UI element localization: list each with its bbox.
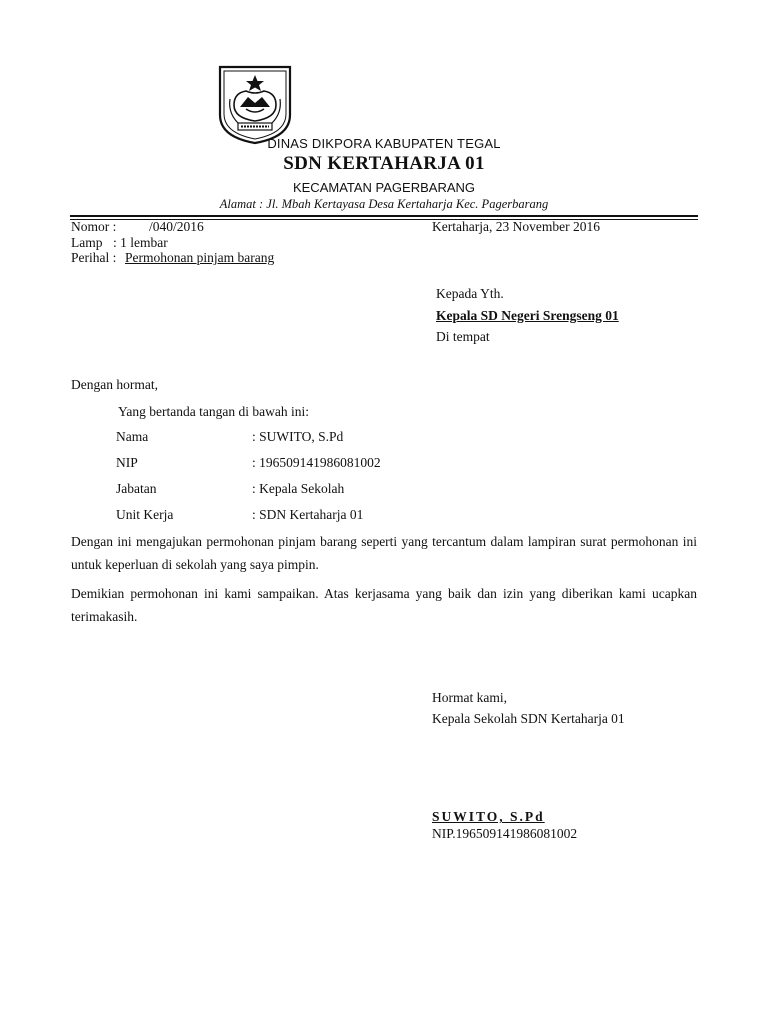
closing-position: Kepala Sekolah SDN Kertaharja 01 [432, 711, 625, 726]
field-label-jabatan: Jabatan [116, 481, 157, 496]
signer-nip: NIP.196509141986081002 [432, 826, 578, 841]
nomor-label: Nomor : [71, 219, 117, 234]
intro-line: Yang bertanda tangan di bawah ini: [118, 404, 309, 419]
letterhead-rule-thick [70, 215, 698, 217]
recipient-name: Kepala SD Negeri Srengseng 01 [436, 308, 619, 323]
school-name: SDN KERTAHARJA 01 [283, 153, 485, 174]
nomor-value: /040/2016 [149, 219, 204, 234]
school-address: Alamat : Jl. Mbah Kertayasa Desa Kertaharja Kec. Pagerbarang [219, 197, 549, 211]
tegal-regency-emblem-icon [216, 63, 294, 145]
place-date: Kertaharja, 23 November 2016 [432, 219, 600, 234]
closing-regards: Hormat kami, [432, 690, 507, 705]
lamp-label: Lamp [71, 235, 103, 250]
paragraph-request: Dengan ini mengajukan permohonan pinjam barang seperti yang tercantum dalam lampiran surat permohonan ini untuk keperluan di sekolah yang saya pimpin. [71, 534, 697, 572]
field-value-jabatan: : Kepala Sekolah [252, 481, 345, 496]
field-value-nip: : 196509141986081002 [252, 455, 381, 470]
lamp-value: : 1 lembar [113, 235, 168, 250]
perihal-value: Permohonan pinjam barang [125, 250, 275, 265]
field-label-unit-kerja: Unit Kerja [116, 507, 174, 522]
subdistrict-name: KECAMATAN PAGERBARANG [292, 180, 476, 195]
signer-name: SUWITO, S.Pd [432, 809, 545, 824]
paragraph-closing: Demikian permohonan ini kami sampaikan. Atas kerjasama yang baik dan izin yang diberikan kami ucapkan terimakasih. [71, 586, 697, 624]
perihal-label: Perihal : [71, 250, 117, 265]
recipient-greeting: Kepada Yth. [436, 286, 504, 301]
salutation: Dengan hormat, [71, 377, 158, 392]
field-value-unit-kerja: : SDN Kertaharja 01 [252, 507, 364, 522]
field-label-nip: NIP [116, 455, 138, 470]
office-name: DINAS DIKPORA KABUPATEN TEGAL [267, 136, 501, 151]
field-value-nama: : SUWITO, S.Pd [252, 429, 344, 444]
recipient-place: Di tempat [436, 329, 490, 344]
field-label-nama: Nama [116, 429, 149, 444]
